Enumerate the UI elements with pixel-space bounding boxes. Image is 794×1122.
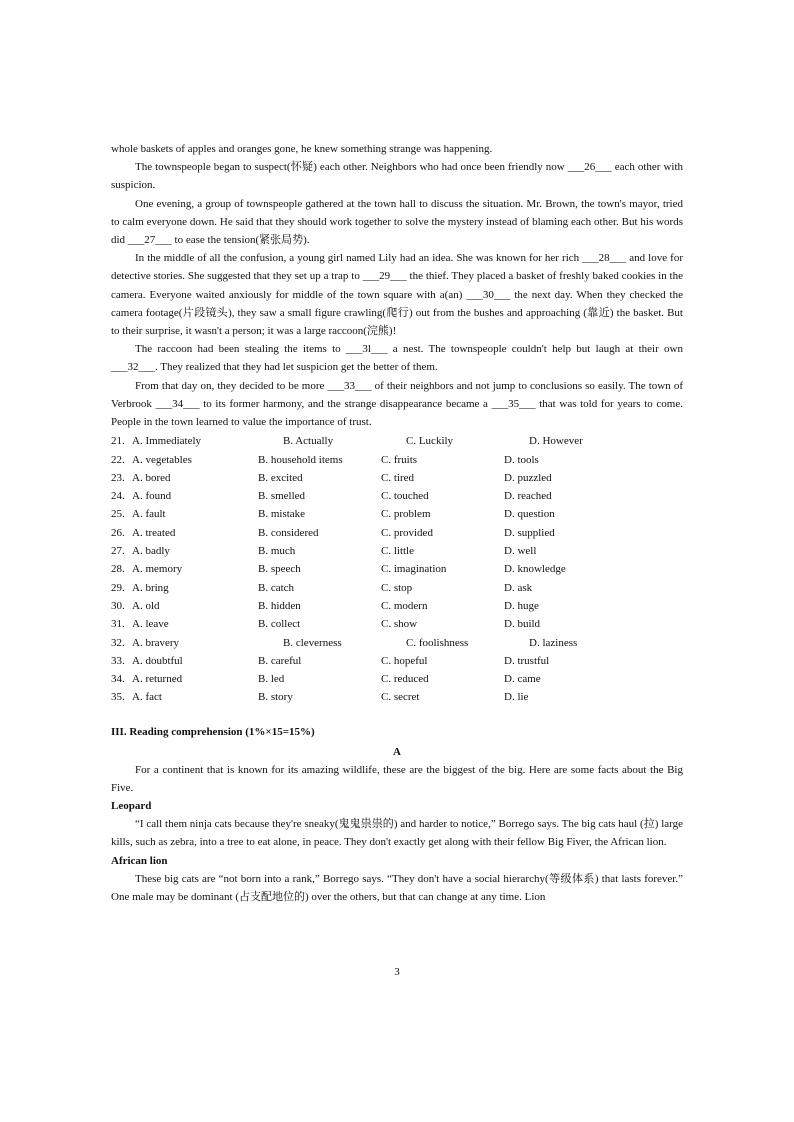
question-number: 35.: [111, 691, 125, 704]
question-number: 33.: [111, 654, 125, 667]
question-row: [111, 451, 683, 469]
option-b: B. story: [258, 691, 293, 704]
option-d: D. question: [504, 508, 555, 521]
question-row: [111, 432, 683, 450]
question-number: 23.: [111, 471, 125, 484]
question-number: 27.: [111, 545, 125, 558]
option-c: C. stop: [381, 581, 413, 594]
option-d: D. tools: [504, 453, 539, 466]
question-number: 26.: [111, 526, 125, 539]
option-d: D. huge: [504, 599, 539, 612]
section-title: III. Reading comprehension (1%×15=15%): [111, 725, 315, 738]
page-number: 3: [394, 966, 400, 978]
option-c: C. problem: [381, 508, 431, 521]
option-a: A. vegetables: [132, 453, 192, 466]
passage-letter: A: [393, 745, 401, 758]
option-a: A. Immediately: [132, 435, 202, 448]
question-row: [111, 670, 683, 688]
document-body: [111, 140, 683, 906]
option-d: D. reached: [504, 490, 552, 503]
option-c: C. touched: [381, 490, 429, 503]
option-b: B. hidden: [258, 599, 301, 612]
cloze-paragraph-3: One evening, a group of townspeople gathered at the town hall to discuss the situation. Mr. Brown, the town's mayor, tried to calm everyone down. He said that they should work together to solve the mystery instead of blaming each other. But his words did ___27___ to ease the tension(紧张局势).: [111, 197, 683, 247]
option-b: B. careful: [258, 654, 302, 667]
cloze-paragraph-2: The townspeople began to suspect(怀疑) each other. Neighbors who had once been friendly now ___26___ each other with suspicion.: [111, 161, 683, 192]
option-a: A. bravery: [132, 636, 180, 649]
option-a: A. old: [132, 599, 160, 612]
option-b: B. household items: [258, 453, 343, 466]
leopard-heading: Leopard: [111, 800, 152, 813]
question-number: 22.: [111, 453, 125, 466]
option-d: D. well: [504, 545, 537, 558]
option-d: D. knowledge: [504, 563, 566, 576]
question-row: [111, 597, 683, 615]
question-number: 28.: [111, 563, 125, 576]
option-c: C. hopeful: [381, 654, 428, 667]
option-c: C. secret: [381, 691, 420, 704]
option-a: A. returned: [132, 673, 183, 686]
option-b: B. speech: [258, 563, 301, 576]
question-row: [111, 688, 683, 706]
option-a: A. fault: [132, 508, 166, 521]
option-a: A. doubtful: [132, 654, 183, 667]
option-c: C. show: [381, 618, 418, 631]
option-b: B. collect: [258, 618, 301, 631]
question-row: [111, 615, 683, 633]
question-number: 25.: [111, 508, 125, 521]
option-d: D. came: [504, 673, 541, 686]
option-d: D. ask: [504, 581, 533, 594]
cloze-passage: [111, 140, 683, 431]
option-a: A. leave: [132, 618, 169, 631]
option-b: B. led: [258, 673, 285, 686]
option-d: D. laziness: [529, 636, 578, 649]
cloze-paragraph-5: The raccoon had been stealing the items to ___3l___ a nest. The townspeople couldn't help but laugh at their own ___32___. They realized that they had let suspicion get the better of them.: [111, 343, 683, 374]
option-d: D. However: [529, 435, 583, 448]
question-number: 34.: [111, 673, 125, 686]
cloze-paragraph-1: whole baskets of apples and oranges gone, he knew something strange was happening.: [111, 143, 493, 155]
question-row: [111, 652, 683, 670]
option-b: B. smelled: [258, 490, 306, 503]
question-row: [111, 505, 683, 523]
option-d: D. trustful: [504, 654, 550, 667]
option-c: C. little: [381, 545, 414, 558]
question-row: [111, 560, 683, 578]
option-b: B. catch: [258, 581, 295, 594]
option-c: C. reduced: [381, 673, 429, 686]
question-number: 24.: [111, 490, 125, 503]
option-a: A. badly: [132, 545, 170, 558]
lion-heading: African lion: [111, 854, 168, 867]
option-b: B. considered: [258, 526, 319, 539]
option-b: B. excited: [258, 471, 303, 484]
option-b: B. mistake: [258, 508, 306, 521]
option-b: B. much: [258, 545, 296, 558]
option-a: A. found: [132, 490, 172, 503]
question-number: 31.: [111, 618, 125, 631]
option-c: C. tired: [381, 471, 414, 484]
option-c: C. fruits: [381, 453, 418, 466]
option-b: B. cleverness: [283, 636, 342, 649]
option-a: A. treated: [132, 526, 176, 539]
question-row: [111, 634, 683, 652]
option-a: A. memory: [132, 563, 183, 576]
question-row: [111, 542, 683, 560]
option-a: A. fact: [132, 691, 162, 704]
option-d: D. puzzled: [504, 471, 552, 484]
option-d: D. lie: [504, 691, 529, 704]
question-options-list: [111, 432, 683, 706]
option-a: A. bring: [132, 581, 169, 594]
reading-intro: For a continent that is known for its amazing wildlife, these are the biggest of the big. Here are some facts about the Big Five.: [111, 763, 683, 794]
option-c: C. foolishness: [406, 636, 469, 649]
question-number: 32.: [111, 636, 125, 649]
question-row: [111, 579, 683, 597]
option-c: C. modern: [381, 599, 428, 612]
question-number: 30.: [111, 599, 125, 612]
lion-paragraph: These big cats are “not born into a rank,” Borrego says. “They don't have a social hierarchy(等级体系) that lasts forever.” One male may be dominant (占支配地位的) over the others, but that can change at any time. Lion: [111, 872, 683, 903]
question-row: [111, 469, 683, 487]
question-number: 29.: [111, 581, 125, 594]
leopard-paragraph: “I call them ninja cats because they're sneaky(鬼鬼祟祟的) and harder to notice,” Borrego says. The big cats haul (拉) large kills, such as zebra, into a tree to eat alone, in peace. They don't exactly get along with their fellow Big Fiver, the African lion.: [111, 818, 683, 849]
option-b: B. Actually: [283, 435, 334, 448]
option-c: C. Luckily: [406, 435, 454, 448]
option-d: D. build: [504, 618, 541, 631]
cloze-paragraph-6: From that day on, they decided to be more ___33___ of their neighbors and not jump to conclusions so easily. The town of Verbrook ___34___ to its former harmony, and the strange disappearance became a ___35___ that was told for years to come. People in the town learned to value the importance of trust.: [111, 379, 683, 429]
option-c: C. imagination: [381, 563, 447, 576]
question-row: [111, 487, 683, 505]
option-c: C. provided: [381, 526, 433, 539]
option-a: A. bored: [132, 471, 171, 484]
option-d: D. supplied: [504, 526, 555, 539]
question-row: [111, 524, 683, 542]
question-number: 21.: [111, 435, 125, 448]
cloze-paragraph-4: In the middle of all the confusion, a young girl named Lily had an idea. She was known for her rich ___28___ and love for detective stories. She suggested that they set up a trap to ___29___ the thief. They placed a basket of freshly baked cookies in the camera. Everyone waited anxiously for middle of the town square with a(an) ___30___ the next day. When they checked the camera footage(片段镜头), they saw a small figure crawling(爬行) out from the bushes and approaching (靠近) the basket. But to their surprise, it wasn't a person; it was a large raccoon(浣熊)!: [111, 252, 683, 338]
